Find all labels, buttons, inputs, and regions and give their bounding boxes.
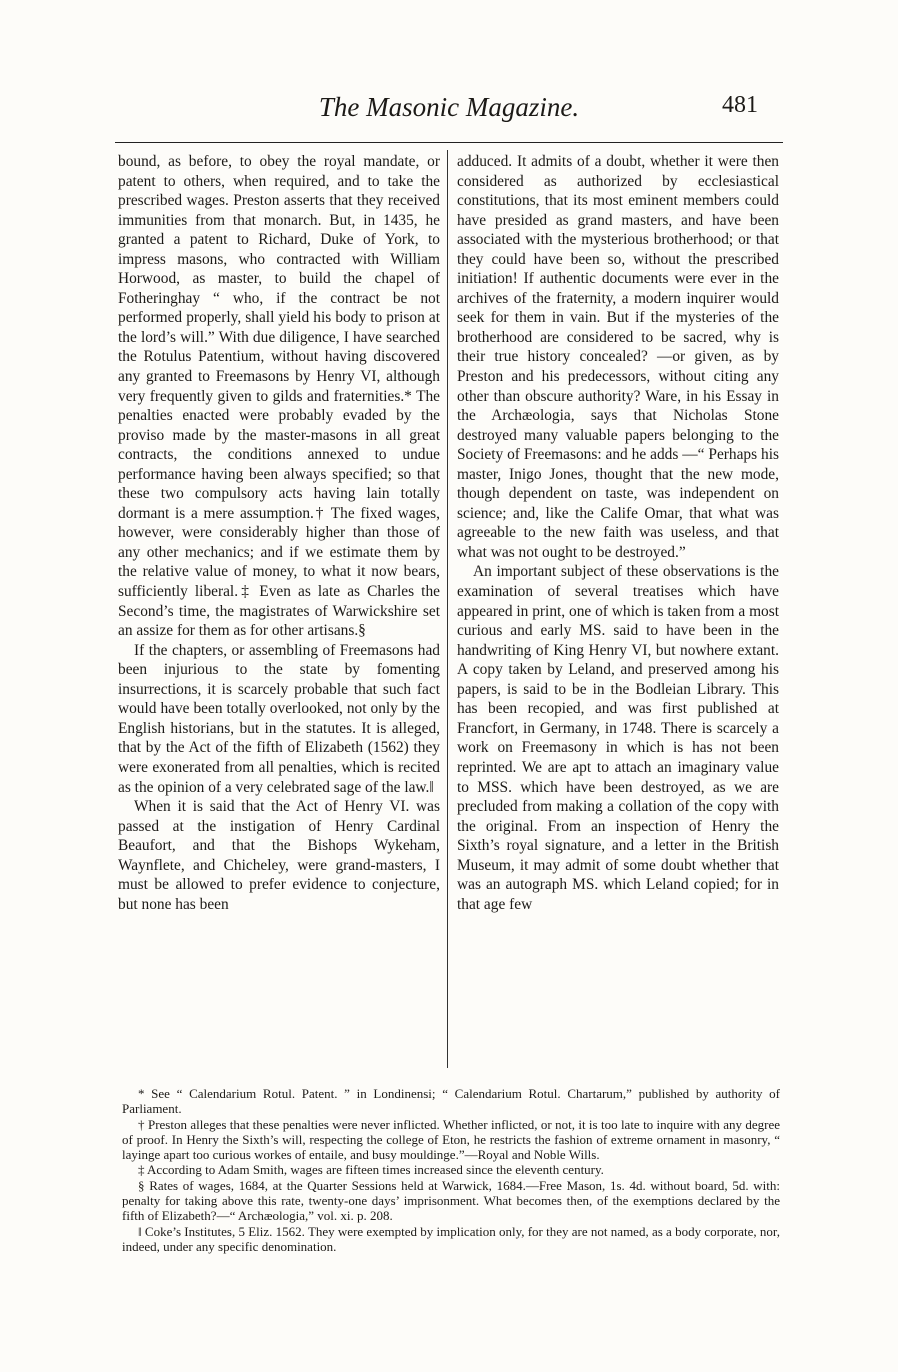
footnote: ‡ According to Adam Smith, wages are fifteen times increased since the eleventh century.: [138, 1162, 604, 1178]
footnote: * See “ Calendarium Rotul. Patent. ” in Londinensi; “ Calendarium Rotul. Chartarum,” published by authority of Parliament.: [122, 1086, 780, 1117]
right-paragraph: adduced. It admits of a doubt, whether it were then considered as authorized by ecclesiastical constitutions, that its most eminent members could have presided as grand masters, and have been associated with the mysterious brotherhood; or that they could have been so, without the prescribed initiation! If authentic documents were ever in the archives of the fraternity, a modern inquirer would seek for them in vain. But if the mysteries of the brotherhood are considered to be sacred, why is their true history concealed? —or given, as by Preston and his predecessors, without citing any other than obscure authority? Ware, in his Essay in the Archæologia, says that Nicholas Stone destroyed many valuable papers belonging to the Society of Freemasons: and he adds —“ Perhaps his master, Inigo Jones, thought that the new mode, though dependent on taste, was independent on science; and, like the Calife Omar, that what was agreeable to the new faith was useless, and that what was not ought to be destroyed.”: [457, 153, 779, 561]
footnote: ‖ Coke’s Institutes, 5 Eliz. 1562. They were exempted by implication only, for they are not named, as a body corporate, nor, indeed, under any specific denomination.: [122, 1223, 780, 1254]
left-paragraph: bound, as before, to obey the royal mandate, or patent to others, when required, and to take the prescribed wages. Preston asserts that they received immunities from that monarch. But, in 1435, he granted a patent to Richard, Duke of York, to impress masons, who contracted with William Horwood, as master, to build the chapel of Fotheringhay “ who, if the contract be not performed properly, shall yield his body to prison at the lord’s will.” With due diligence, I have searched the Rotulus Patentium, without having discovered any granted to Freemasons by Henry VI, although very frequently given to gilds and fraternities.* The penalties enacted were probably evaded by the proviso made by the master-masons in all great contracts, the conditions annexed to undue performance having been always specified; so that these two compulsory acts having lain totally dormant is a mere assumption.† The fixed wages, however, were considerably higher than those of any other mechanics; and if we estimate them by the relative value of money, to what it now bears, sufficiently liberal.‡ Even as late as Charles the Second’s time, the magistrates of Warwickshire set an assize for them as for other artisans.§: [118, 153, 440, 640]
page-number: 481: [722, 92, 758, 118]
left-paragraph: If the chapters, or assembling of Freemasons had been injurious to the state by fomenting insurrections, it is scarcely probable that such fact would have been totally overlooked, not only by the English historians, but in the statutes. It is alleged, that by the Act of the fifth of Elizabeth (1562) they were exonerated from all penalties, which is recited as the opinion of a very celebrated sage of the law.‖: [118, 641, 440, 796]
running-header-title: The Masonic Magazine.: [318, 92, 580, 122]
right-column: [457, 152, 779, 914]
left-paragraph: When it is said that the Act of Henry VI. was passed at the instigation of Henry Cardinal Beaufort, and that the Bishops Wykeham, Waynflete, and Chicheley, were grand-masters, I must be allowed to prefer evidence to conjecture, but none has been: [118, 798, 440, 913]
column-divider: [447, 150, 448, 1068]
footnote: † Preston alleges that these penalties were never inflicted. Whether inflicted, or not, it is too late to inquire with any degree of proof. In Henry the Sixth’s will, respecting the college of Eton, he restricts the fashion of extreme ornament in masonry, “ layinge apart too curious workes of entaile, and busy mouldinge.”—Royal and Noble Wills.: [122, 1116, 780, 1163]
footnotes: [122, 1086, 780, 1254]
left-column: [118, 152, 440, 914]
right-paragraph: An important subject of these observations is the examination of several treatises which have appeared in print, one of which is taken from a most curious and early MS. said to have been in the handwriting of King Henry VI, but nowhere extant. A copy taken by Leland, and preserved among his papers, is said to be in the Bodleian Library. This has been recopied, and was first published at Francfort, in Germany, in 1748. There is scarcely a work on Freemasony in which is has not been reprinted. We are apt to attach an imaginary value to MSS. which have been destroyed, as we are precluded from making a collation of the copy with the original. From an inspection of Henry the Sixth’s royal signature, and a letter in the British Museum, it may admit of some doubt whether that was an autograph MS. which Leland copied; for in that age few: [457, 563, 779, 913]
footnote: § Rates of wages, 1684, at the Quarter Sessions held at Warwick, 1684.—Free Mason, 1s. 4d. without board, 5d. with: penalty for taking above this rate, twenty-one days’ imprisonment. What becomes then, of the exemptions declared by the fifth of Elizabeth?—“ Archæologia,” vol. xi. p. 208.: [122, 1177, 780, 1224]
header-rule: [115, 142, 783, 143]
